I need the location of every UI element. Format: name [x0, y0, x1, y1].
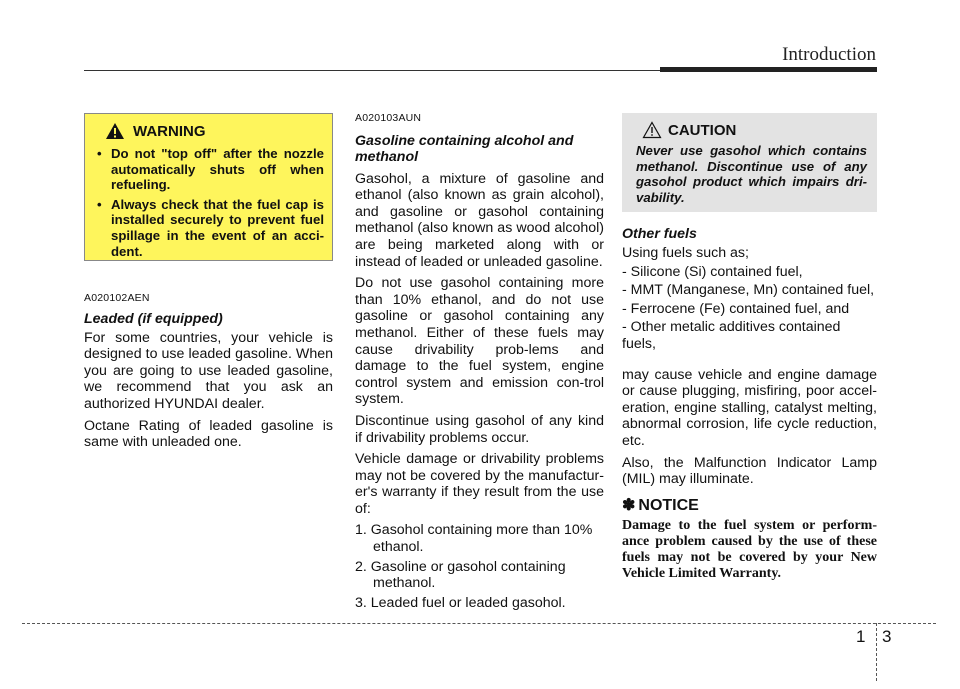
gasohol-paragraph: Gasohol, a mixture of gasoline and ethanol (also known as grain alcohol), and gasoline or gasohol containing methanol (also known as wood alcohol) are being marketed along with or instead of leaded or unleaded gasoline. — [355, 170, 604, 270]
other-fuels-item: - Ferrocene (Fe) contained fuel, and — [622, 300, 850, 317]
gasohol-section — [355, 110, 604, 614]
notice-title: NOTICE — [638, 496, 699, 514]
caution-triangle-icon — [642, 121, 662, 139]
other-fuels-item: - MMT (Manganese, Mn) contained fuel, — [622, 282, 875, 299]
other-fuels-intro: Using fuels such as; — [622, 245, 749, 261]
footer-divider — [876, 623, 877, 681]
leaded-paragraph: For some countries, your vehicle is designed to use leaded gasoline. When you are going to use leaded gasoline, we recommend that you ask an authorized HYUNDAI dealer. — [84, 329, 333, 412]
other-fuels-paragraph: may cause vehicle and engine damage or cause plugging, misfiring, poor accel-eration, engine stalling, catalyst melting, abnormal corrosion, life cycle reduction, etc. — [622, 366, 877, 449]
gasohol-paragraph: Discontinue using gasohol of any kind if drivability problems occur. — [355, 412, 604, 446]
caution-title: CAUTION — [668, 121, 737, 139]
notice-star-icon: ✽ — [622, 496, 636, 514]
gasohol-list-item: 1. Gasohol containing more than 10% ethanol. — [355, 522, 593, 556]
gasohol-list-item: 3. Leaded fuel or leaded gasohol. — [355, 594, 566, 611]
warning-box — [84, 113, 333, 261]
leaded-section — [84, 290, 333, 456]
gasohol-list-item: 2. Gasoline or gasohol containing methanol. — [355, 558, 566, 592]
warning-list — [93, 146, 324, 259]
other-fuels-item: - Silicone (Si) contained fuel, — [622, 263, 803, 280]
warning-item: • Do not "top off" after the nozzle automatically shuts off when refueling. — [93, 146, 324, 193]
gasohol-paragraph: Vehicle damage or drivability problems may not be covered by the manufactur-er's warranty if they result from the use of: — [355, 451, 604, 517]
header-rule-thin — [84, 70, 662, 71]
gasohol-paragraph: Do not use gasohol containing more than 10% ethanol, and do not use gasoline or gasohol containing any methanol. Either of these fuels may cause drivability prob-lems and damage to the fuel system, engine control system and emission con-trol system. — [355, 275, 604, 408]
other-fuels-heading: Other fuels — [622, 226, 697, 242]
other-fuels-paragraph: Also, the Malfunction Indicator Lamp (MIL) may illuminate. — [622, 454, 877, 488]
other-fuels-item: - Other metalic additives contained fuels, — [622, 319, 841, 352]
other-fuels-section — [622, 226, 877, 582]
leaded-heading: Leaded (if equipped) — [84, 310, 223, 327]
notice-text: Damage to the fuel system or perform-ance problem caused by the use of these fuels may not be covered by your New Vehicle Limited Warranty. — [622, 518, 877, 582]
gasohol-heading: Gasoline containing alcohol and methanol — [355, 132, 574, 165]
section-code: A020103AUN — [355, 112, 422, 124]
chapter-number: 1 — [856, 627, 866, 646]
leaded-paragraph: Octane Rating of leaded gasoline is same with unleaded one. — [84, 417, 333, 451]
warning-triangle-icon — [105, 122, 125, 140]
page-number: 3 — [882, 627, 892, 646]
warning-item: • Always check that the fuel cap is installed securely to prevent fuel spillage in the event of an acci-dent. — [93, 197, 324, 259]
notice-heading — [622, 498, 877, 515]
warning-title: WARNING — [133, 122, 206, 140]
footer-rule — [22, 623, 936, 624]
header-rule-thick — [660, 67, 877, 72]
caution-box — [622, 113, 877, 212]
section-title: Introduction — [782, 44, 876, 65]
caution-text: Never use gasohol which contains methanol. Discontinue use of any gasohol product which impairs dri-vability. — [636, 143, 867, 205]
section-code: A020102AEN — [84, 292, 150, 304]
